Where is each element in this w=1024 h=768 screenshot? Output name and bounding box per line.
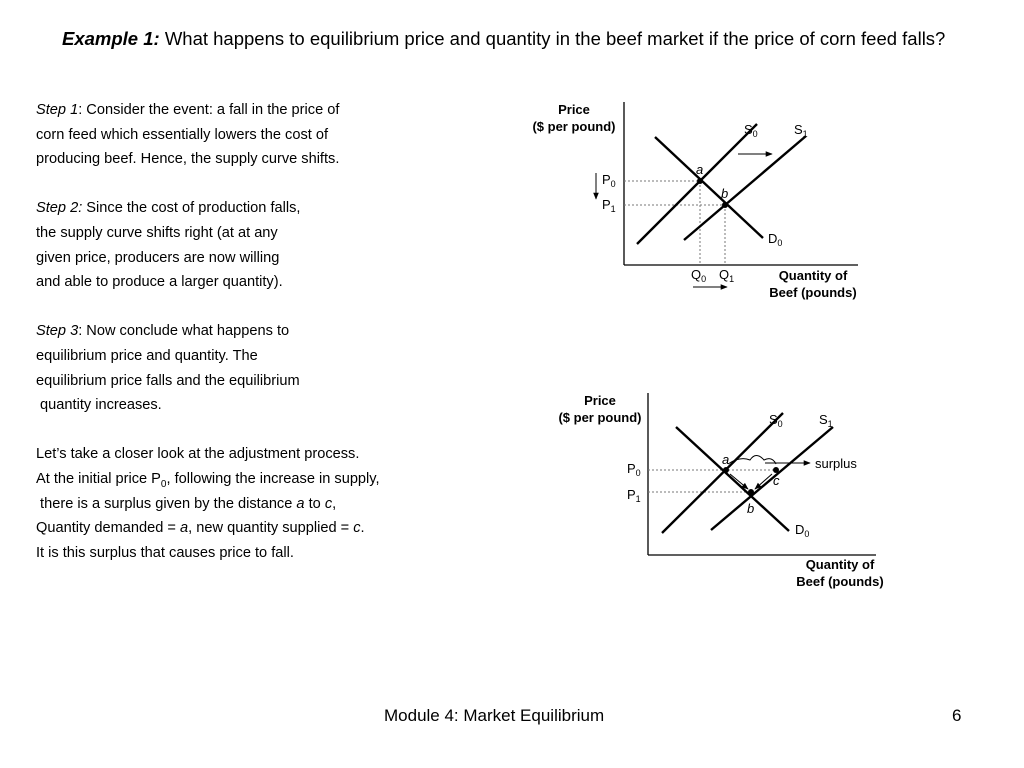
d1-label-b: b bbox=[721, 186, 729, 201]
d2-label-s1: $S_1$ bbox=[819, 412, 833, 429]
closer-line-3: there is a surplus given by the distance a to c, bbox=[36, 495, 337, 512]
d1-y-label-2: ($ per pound) bbox=[532, 119, 616, 134]
d2-point-a bbox=[723, 467, 729, 473]
diagram-surplus bbox=[558, 393, 883, 589]
d2-label-p1: $P_1$ bbox=[627, 487, 641, 504]
closer-line-2: At the initial price $P_0$, following the increase in supply, bbox=[36, 470, 380, 490]
d1-label-p0: $P_0$ bbox=[602, 172, 616, 189]
d2-y-label-2: ($ per pound) bbox=[558, 410, 642, 425]
d2-label-d0: $D_0$ bbox=[795, 522, 810, 539]
step3-line-1: Step 3: Now conclude what happens to bbox=[36, 323, 290, 340]
step1-line-1: Step 1: Consider the event: a fall in the price of bbox=[36, 102, 340, 118]
d1-x-label-1: Quantity of bbox=[778, 268, 848, 283]
step3-line-4: quantity increases. bbox=[36, 397, 162, 414]
d2-label-a: a bbox=[722, 452, 730, 467]
step1-line-3: producing beef. Hence, the supply curve shifts. bbox=[36, 151, 340, 168]
step2-label: Step 2: bbox=[36, 200, 83, 217]
step3-label: Step 3 bbox=[36, 323, 79, 340]
d1-y-label-1: Price bbox=[558, 102, 590, 117]
d2-x-label-1: Quantity of bbox=[805, 557, 875, 572]
d1-point-b bbox=[722, 202, 728, 208]
d2-label-surplus: surplus bbox=[815, 456, 857, 471]
closer-line-4: Quantity demanded = a, new quantity supplied = c. bbox=[36, 520, 365, 537]
d1-label-q0: $Q_0$ bbox=[691, 267, 707, 284]
d2-adjust-arrow-a bbox=[730, 474, 748, 489]
step3-line-3: equilibrium price falls and the equilibrium bbox=[36, 372, 300, 389]
step2-line-3: given price, producers are now willing bbox=[36, 249, 280, 266]
title-question: What happens to equilibrium price and quantity in the beef market if the price of corn feed falls? bbox=[159, 28, 946, 49]
title-lead: Example 1: bbox=[62, 28, 160, 49]
d1-point-a bbox=[697, 178, 703, 184]
d2-label-c: c bbox=[773, 473, 780, 488]
d1-supply-s0 bbox=[637, 124, 757, 244]
d1-supply-s1 bbox=[684, 136, 806, 240]
step1-label: Step 1 bbox=[36, 102, 79, 118]
d1-label-s0: $S_0$ bbox=[744, 122, 758, 139]
closer-line-5: It is this surplus that causes price to fall. bbox=[36, 544, 294, 561]
d1-label-a: a bbox=[696, 162, 704, 177]
d2-label-b: b bbox=[747, 501, 755, 516]
diagram-supply-shift bbox=[532, 102, 858, 300]
step1-line-2: corn feed which essentially lowers the cost of bbox=[36, 126, 329, 143]
step2-line-2: the supply curve shifts right (at at any bbox=[36, 224, 278, 241]
footer-module: Module 4: Market Equilibrium bbox=[384, 706, 605, 725]
d2-x-label-2: Beef (pounds) bbox=[796, 574, 884, 589]
d1-label-s1: $S_1$ bbox=[794, 122, 808, 139]
closer-line-1: Let’s take a closer look at the adjustment process. bbox=[36, 446, 360, 463]
step2-line-1: Step 2: Since the cost of production falls, bbox=[36, 200, 301, 217]
d1-label-q1: $Q_1$ bbox=[719, 267, 735, 284]
d1-x-label-2: Beef (pounds) bbox=[769, 285, 857, 300]
footer-page-number: 6 bbox=[952, 706, 962, 725]
d2-y-label-1: Price bbox=[584, 393, 616, 408]
d2-label-s0: $S_0$ bbox=[769, 412, 783, 429]
d1-label-d0: $D_0$ bbox=[768, 231, 783, 248]
step2-line-4: and able to produce a larger quantity). bbox=[36, 274, 283, 291]
d2-point-b bbox=[748, 489, 754, 495]
d1-label-p1: $P_1$ bbox=[602, 197, 616, 214]
step3-line-2: equilibrium price and quantity. The bbox=[36, 347, 258, 364]
d2-label-p0: $P_0$ bbox=[627, 461, 641, 478]
